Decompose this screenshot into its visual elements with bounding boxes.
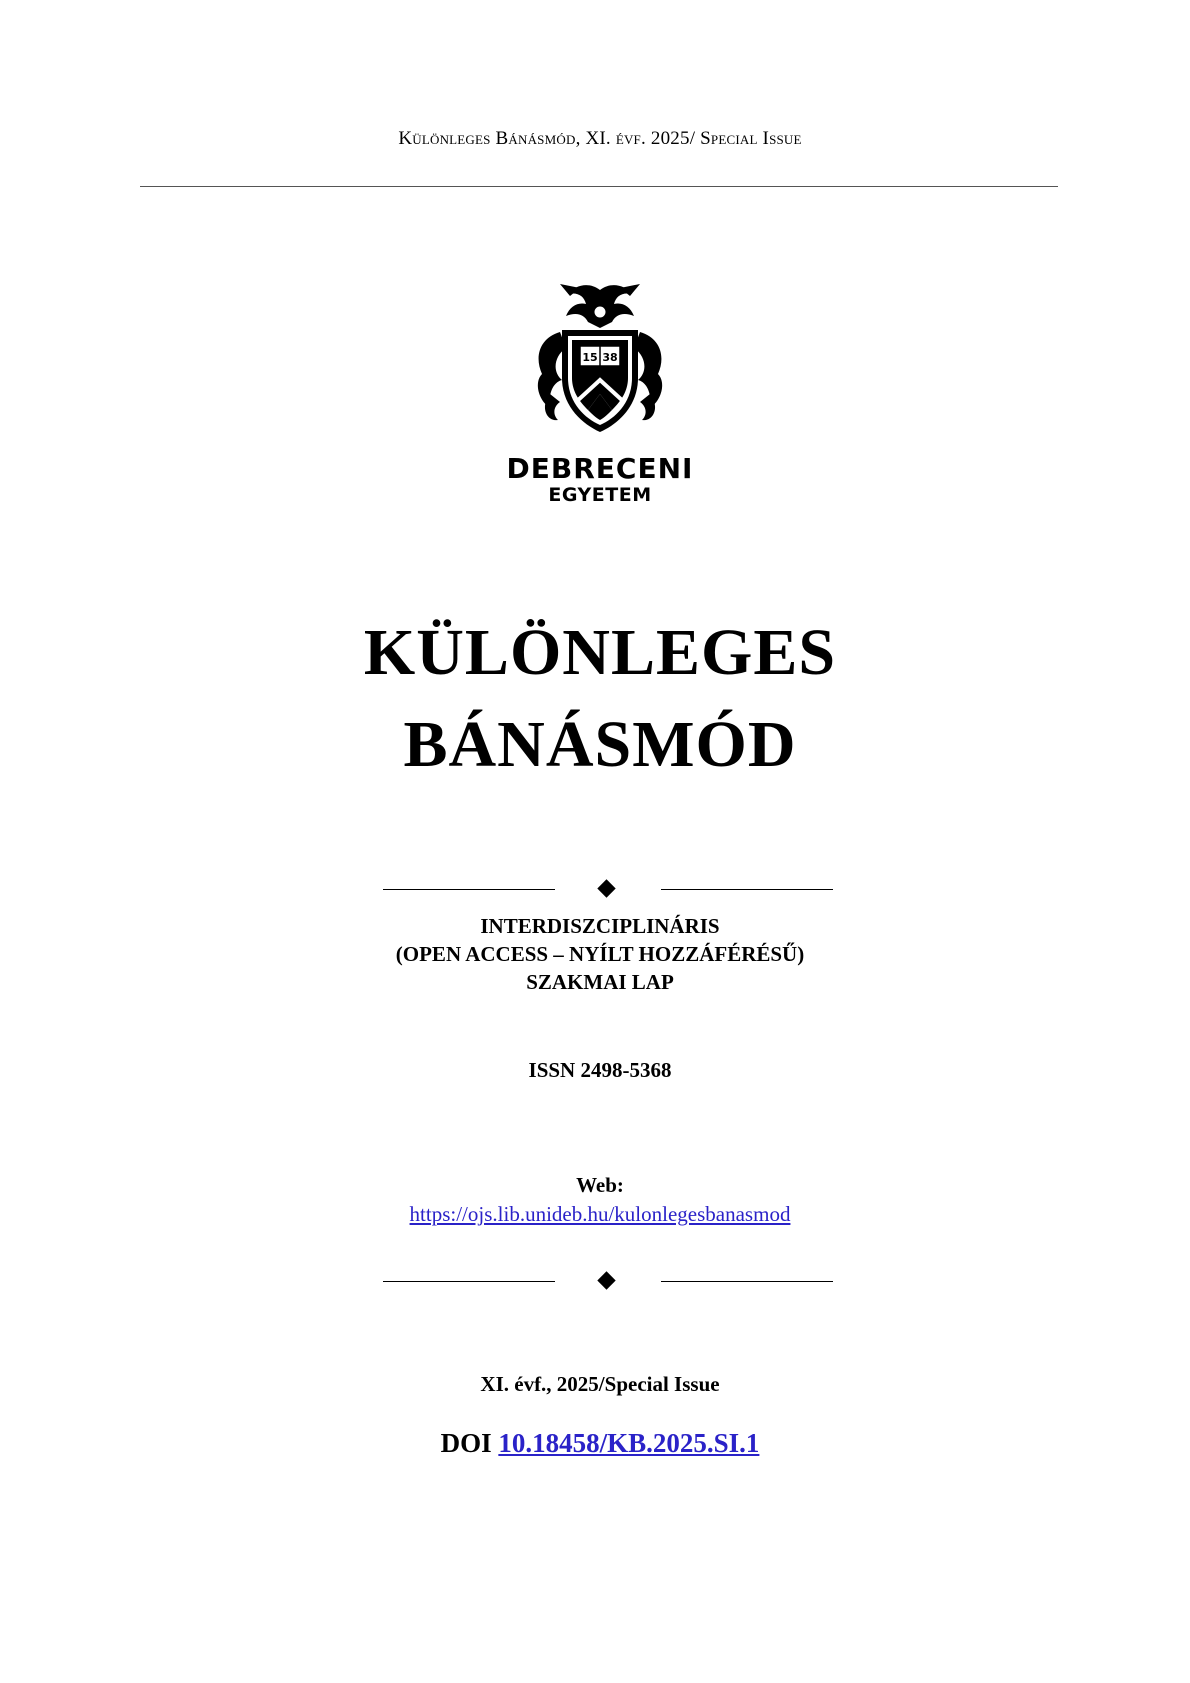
doi	[0, 1428, 1190, 1459]
running-year-label: évf.	[615, 128, 646, 149]
crest-year-left: 15	[582, 351, 598, 364]
doi-link[interactable]: 10.18458/KB.2025.SI.1	[498, 1428, 760, 1458]
diamond-icon	[597, 879, 615, 897]
description-line1: INTERDISZCIPLINÁRIS	[480, 914, 720, 938]
running-issue: Special Issue	[700, 128, 802, 149]
university-name-line1: DEBRECENI	[506, 452, 694, 485]
web-url	[0, 1202, 1190, 1227]
web-link[interactable]: https://ojs.lib.unideb.hu/kulonlegesbanasmod	[409, 1202, 791, 1226]
university-crest-logo	[520, 282, 680, 442]
web-label: Web:	[576, 1173, 624, 1197]
running-title: Különleges Bánásmód	[398, 128, 576, 149]
issn: ISSN 2498-5368	[528, 1058, 672, 1082]
university-name-line2: EGYETEM	[548, 484, 652, 506]
issue-info: XI. évf., 2025/Special Issue	[480, 1372, 720, 1396]
journal-title-line2: BÁNÁSMÓD	[403, 708, 797, 781]
running-year: 2025/	[650, 128, 696, 149]
diamond-icon	[597, 1271, 615, 1289]
doi-label: DOI	[440, 1428, 492, 1458]
crest-year-right: 38	[602, 351, 618, 364]
crest-icon	[520, 282, 680, 442]
ornamental-divider-bottom	[383, 1272, 833, 1292]
running-volume: XI.	[585, 128, 611, 149]
description-line3: SZAKMAI LAP	[526, 970, 674, 994]
journal-title-line1: KÜLÖNLEGES	[363, 616, 837, 689]
description-line2: (OPEN ACCESS – NYÍLT HOZZÁFÉRÉSŰ)	[395, 942, 805, 966]
header-rule	[140, 186, 1058, 187]
running-header: Különleges Bánásmód, XI. évf. 2025/ Special Issue	[398, 128, 802, 149]
ornamental-divider-top	[383, 880, 833, 900]
